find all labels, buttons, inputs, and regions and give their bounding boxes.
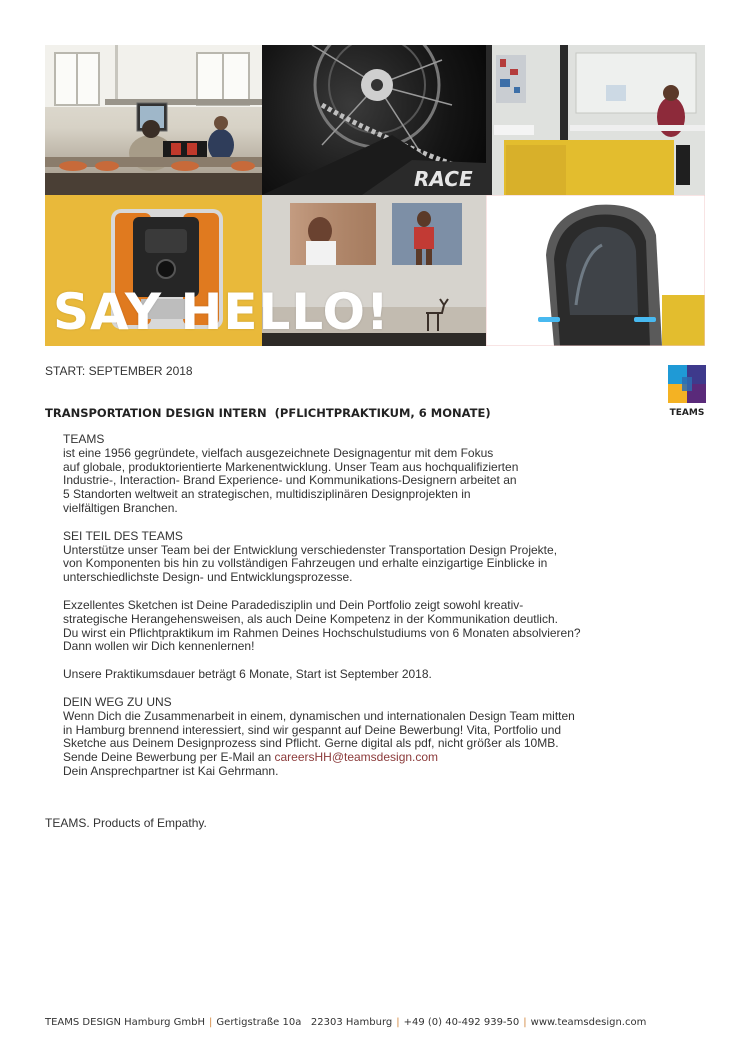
text-line: vielfältigen Branchen. (63, 500, 178, 515)
footer-company: TEAMS DESIGN Hamburg GmbH (45, 1017, 206, 1028)
email-prefix: Sende Deine Bewerbung per E-Mail an (63, 750, 275, 765)
section-heading: DEIN WEG ZU UNS (63, 694, 172, 709)
text-line: Dann wollen wir Dich kennenlernen! (63, 639, 255, 654)
section-duration (63, 668, 663, 682)
footer (45, 1017, 646, 1028)
footer-phone: +49 (0) 40-492 939-50 (403, 1017, 520, 1028)
text-line: Unsere Praktikumsdauer beträgt 6 Monate, Start ist September 2018. (63, 667, 432, 682)
section-heading: TEAMS (63, 432, 105, 446)
footer-separator: | (209, 1017, 213, 1028)
office-desk-photo (486, 45, 705, 195)
footer-separator: | (396, 1017, 400, 1028)
hero-headline: SAY HELLO! (53, 283, 390, 341)
text-line: Sketche aus Deinem Designprozess sind Pflicht. Gerne digital als pdf, nicht größer als 10MB. (63, 736, 559, 751)
section-application (63, 696, 663, 779)
email-line (63, 751, 663, 765)
teams-logo-mark (668, 365, 706, 405)
job-title: TRANSPORTATION DESIGN INTERN (PFLICHTPRAKTIKUM, 6 MONATE) (45, 406, 491, 420)
footer-city: 22303 Hamburg (310, 1017, 393, 1028)
teams-logo (668, 365, 706, 419)
hero-collage (45, 45, 705, 346)
footer-separator: | (523, 1017, 527, 1028)
section-heading: SEI TEIL DES TEAMS (63, 528, 183, 543)
job-description (63, 433, 663, 793)
bike-frame-label: RACE (414, 167, 473, 191)
vehicle-concept-photo (486, 195, 705, 346)
text-line: Industrie-, Interaction- Brand Experience- und Kommunikations-Designern arbeitet an (63, 473, 517, 488)
tagline: TEAMS. Products of Empathy. (45, 816, 207, 830)
text-line: Unterstütze unser Team bei der Entwicklung verschiedenster Transportation Design Projekte, (63, 542, 558, 557)
teams-logo-label: TEAMS (669, 408, 705, 418)
section-join (63, 530, 663, 585)
office-workspace-photo (45, 45, 262, 195)
text-line: 5 Standorten weltweit an strategischen, multidisziplinären Designprojekten in (63, 487, 471, 502)
email-link[interactable]: careersHH@teamsdesign.com (274, 750, 439, 765)
text-line: Wenn Dich die Zusammenarbeit in einem, dynamischen und internationalen Design Team mitten (63, 708, 575, 723)
text-line: von Komponenten bis hin zu vollständigen Fahrzeugen und erhalte einzigartige Einblicke in (63, 556, 548, 571)
text-line: Du wirst ein Pflichtpraktikum im Rahmen Deines Hochschulstudiums von 6 Monaten absolvieren? (63, 625, 581, 640)
bicycle-gear-photo (262, 45, 486, 195)
text-line: Exzellentes Sketchen ist Deine Paradedisziplin und Dein Portfolio zeigt sowohl kreativ- (63, 597, 524, 612)
text-line: strategische Herangehensweisen, als auch Deine Kompetenz in der Kommunikation deutlich. (63, 611, 558, 626)
text-line: unterschiedlichste Design- und Entwicklungsprozesse. (63, 570, 353, 585)
section-intro (63, 433, 663, 516)
start-date: START: SEPTEMBER 2018 (45, 364, 193, 378)
section-profile (63, 599, 663, 654)
footer-street: Gertigstraße 10a (216, 1017, 302, 1028)
text-line: in Hamburg brennend interessiert, sind wir gespannt auf Deine Bewerbung! Vita, Portfolio und (63, 722, 562, 737)
footer-website[interactable]: www.teamsdesign.com (530, 1017, 647, 1028)
text-line: auf globale, produktorientierte Markenentwicklung. Unser Team aus hochqualifizierten (63, 459, 519, 474)
contact-person: Dein Ansprechpartner ist Kai Gehrmann. (63, 763, 279, 778)
text-line: ist eine 1956 gegründete, vielfach ausgezeichnete Designagentur mit dem Fokus (63, 445, 494, 460)
